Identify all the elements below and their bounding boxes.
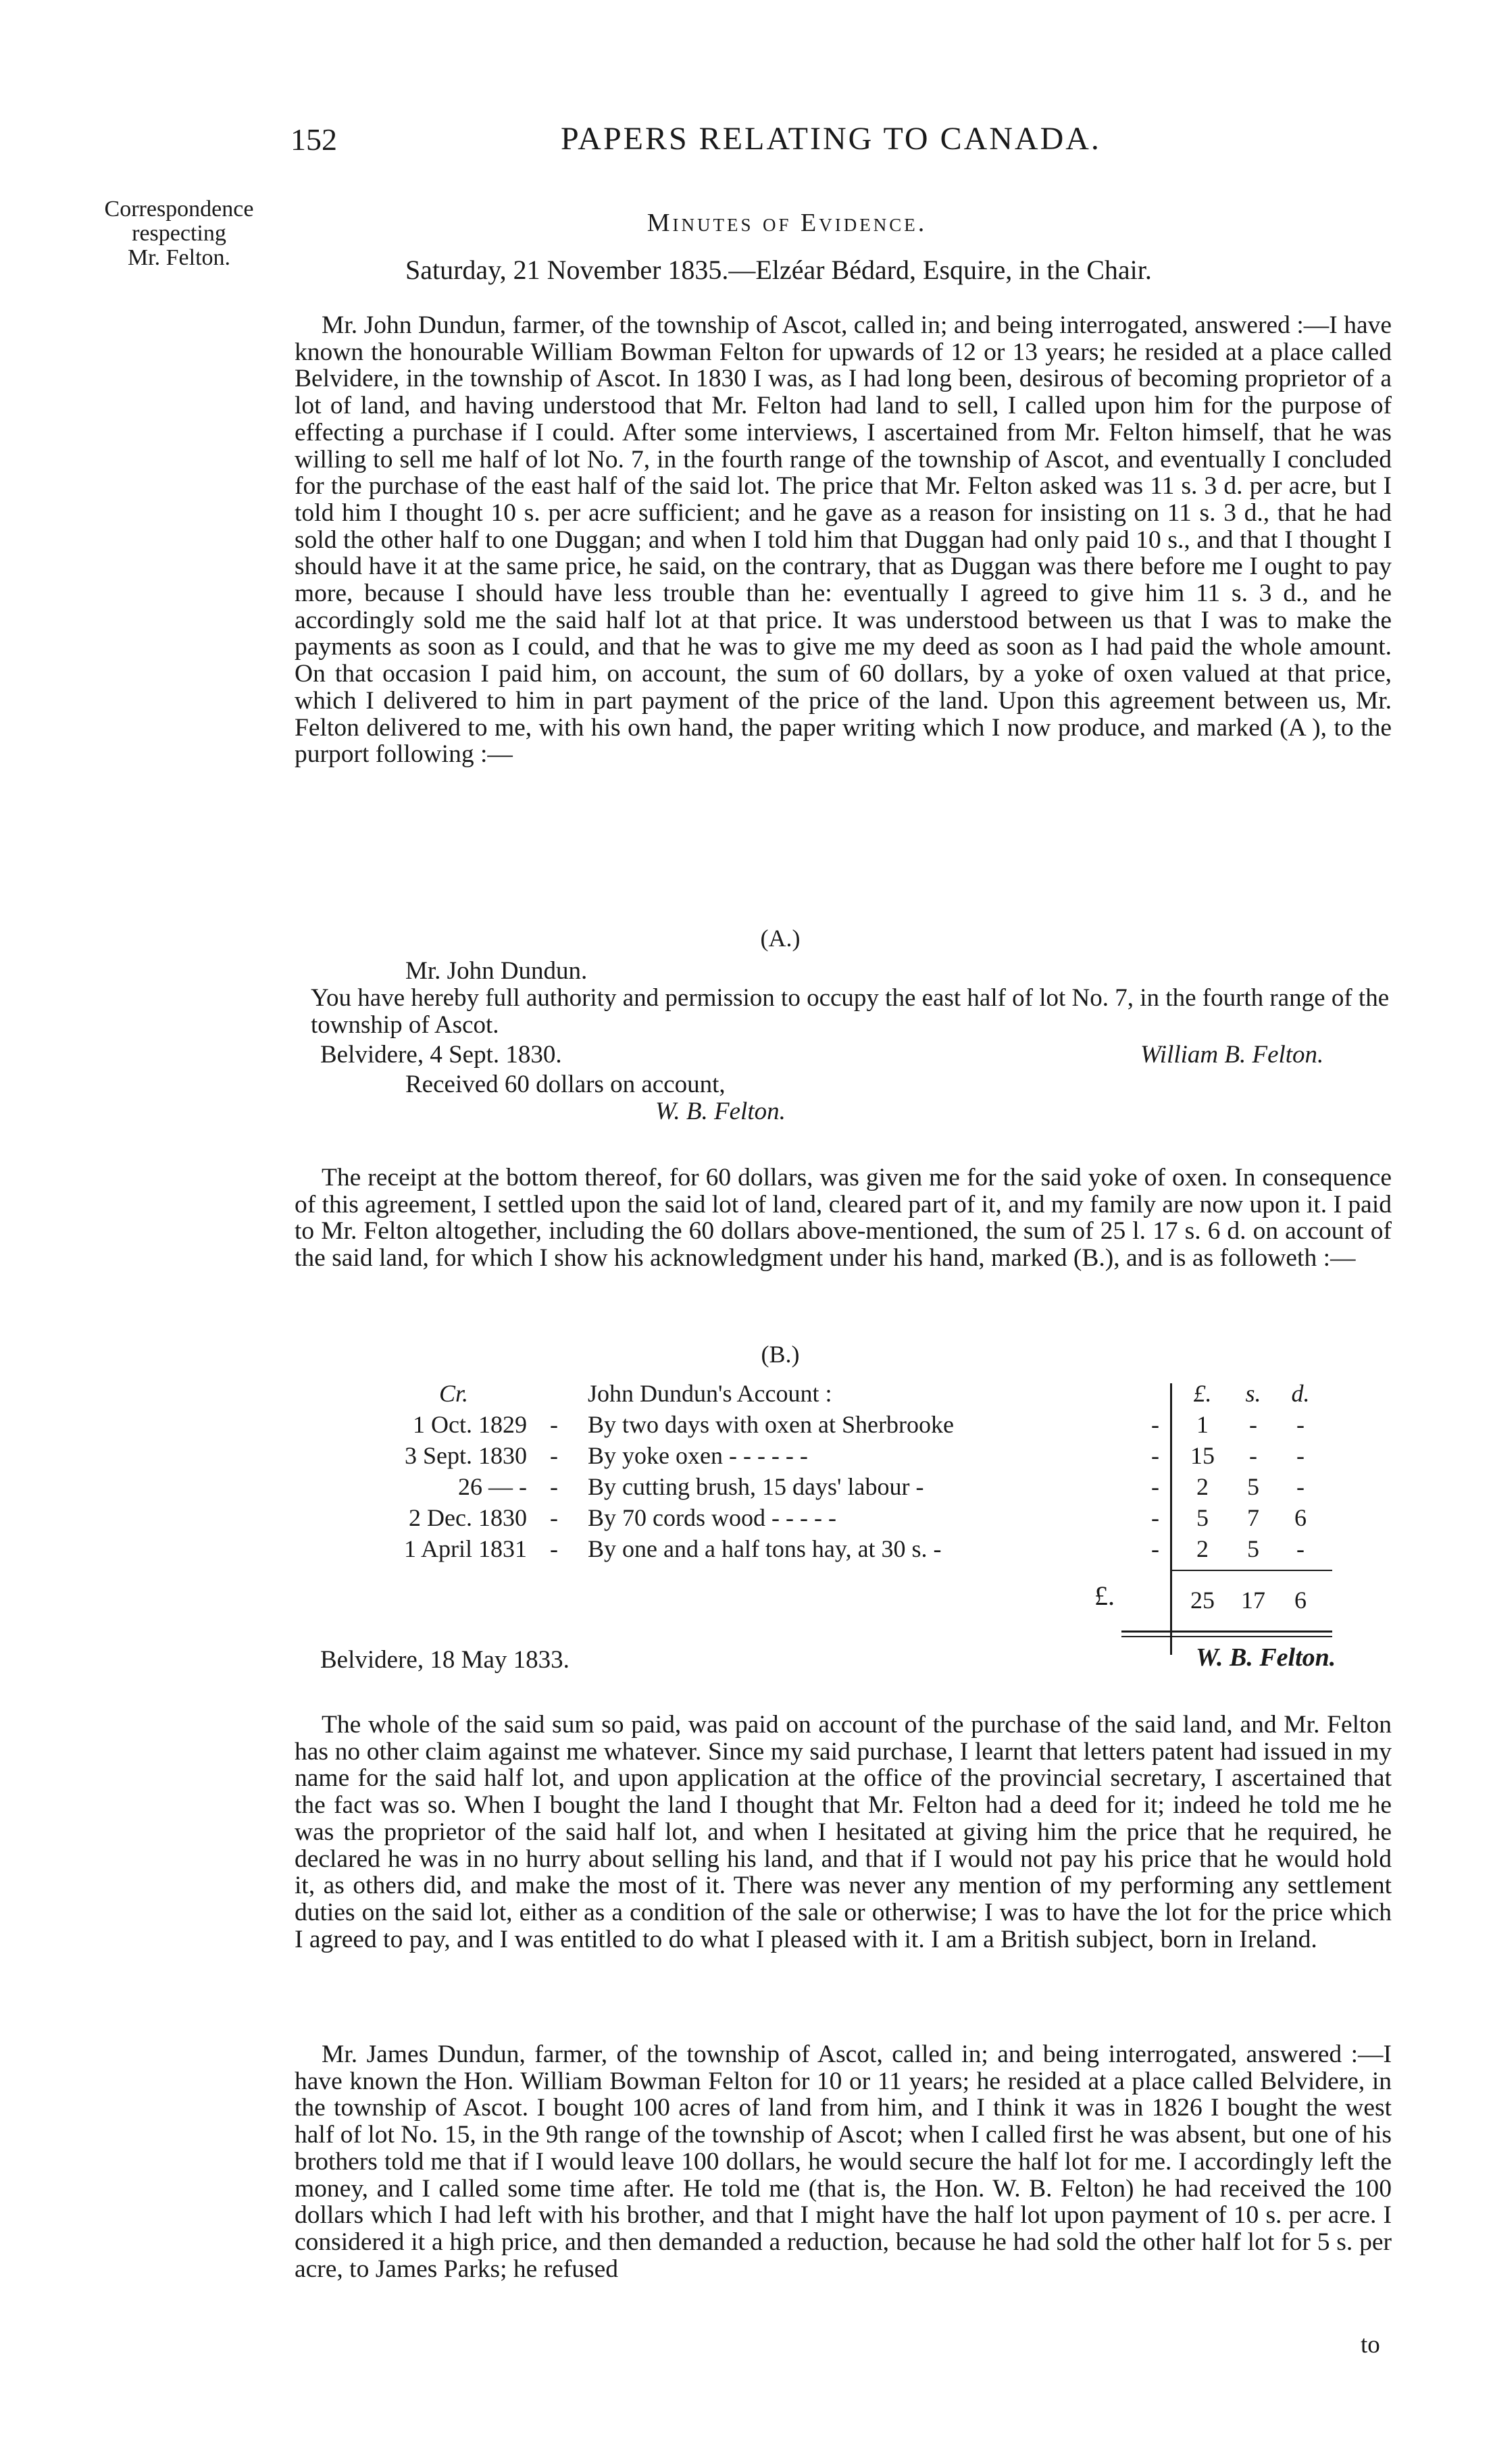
account-pence: - [1296,1411,1305,1438]
account-description: By one and a half tons hay, at 30 s. - [588,1535,942,1562]
total-rule [1121,1636,1332,1637]
account-date: 26 — - [458,1473,527,1500]
document-b-place-date: Belvidere, 18 May 1833. [320,1646,570,1674]
account-shillings: - [1249,1411,1257,1438]
side-note-line: Correspondence [104,197,254,222]
account-shillings: 5 [1247,1535,1259,1562]
account-shillings: 7 [1247,1504,1259,1531]
account-dash: - [550,1535,558,1562]
account-date: 2 Dec. 1830 [409,1504,527,1531]
account-description: By two days with oxen at Sherbrooke [588,1411,954,1438]
account-pounds: 5 [1196,1504,1209,1531]
paragraph [295,1164,1392,1272]
account-dash: - [1151,1411,1159,1438]
account-total-symbol: £. [1094,1581,1115,1611]
account-col-pence: d. [1291,1380,1310,1407]
paragraph-text: The receipt at the bottom thereof, for 60 dollars, was given me for the said yoke of oxen. In consequence of this agreement, I settled upon the said lot of land, cleared part of it, and my family are now upon it. I paid to Mr. Felton altogether, including the 60 dollars above-mentioned, the sum of 25 l. 17 s. 6 d. on account of the said land, for which I show his acknowledgment under his hand, marked (B.), and is as followeth :— [295,1164,1392,1273]
account-pounds: 2 [1196,1473,1209,1500]
account-pounds: 15 [1190,1442,1215,1469]
account-pence: - [1296,1473,1305,1500]
account-dash: - [1151,1504,1159,1531]
account-shillings: - [1249,1442,1257,1469]
account-date: 3 Sept. 1830 [404,1442,527,1469]
total-rule [1121,1631,1332,1633]
subtotal-rule [1170,1570,1332,1571]
document-a-body: You have hereby full authority and permission to occupy the east half of lot No. 7, in the fourth range of the township of Ascot. [311,984,1390,1039]
minutes-heading: Minutes of Evidence. [647,209,928,237]
account-description: By 70 cords wood - - - - - [588,1504,836,1531]
account-pence: - [1296,1535,1305,1562]
account-title: John Dundun's Account : [588,1380,832,1407]
document-a-label: (A.) [760,925,801,952]
document-a-addressee: Mr. John Dundun. [405,957,588,985]
account-dash: - [1151,1535,1159,1562]
column-rule [1170,1383,1172,1655]
account-dash: - [550,1473,558,1500]
document-a-receipt-signature: W. B. Felton. [655,1098,786,1125]
session-line: Saturday, 21 November 1835.—Elzéar Bédard, Esquire, in the Chair. [405,255,1152,285]
paragraph [295,2041,1392,2282]
paragraph-text: The whole of the said sum so paid, was paid on account of the purchase of the said land, and Mr. Felton has no other claim against me whatever. Since my said purchase, I learnt that letters patent had issued in my name for the said half lot, and upon application at the office of the provincial secretary, I ascertained that the fact was so. When I bought the land I thought that Mr. Felton had a deed for it; indeed he told me he was the proprietor of the said half lot, and when I hesitated at giving him the price that he required, he declared he was in no hurry about selling his land, and that if I would not pay his price that he would hold it, as others did, and make the most of it. There was never any mention of my performing any settlement duties on the said lot, either as a condition of the sale or otherwise; I was to have the lot for the price which I agreed to pay, and I was entitled to do what I pleased with it. I am a British subject, born in Ireland. [295,1711,1392,1953]
document-b-signature: W. B. Felton. [1196,1643,1336,1672]
document-a-receipt: Received 60 dollars on account, [405,1071,726,1098]
account-dash: - [1151,1442,1159,1469]
account-description: By cutting brush, 15 days' labour - [588,1473,924,1500]
side-note-line: respecting [132,221,226,246]
running-title: PAPERS RELATING TO CANADA. [561,121,1101,157]
account-description: By yoke oxen - - - - - - [588,1442,808,1469]
paragraph [295,1712,1392,1953]
account-total-shillings: 17 [1241,1587,1265,1614]
account-col-shillings: s. [1245,1380,1261,1407]
account-pence: 6 [1294,1504,1307,1531]
paragraph-text: Mr. John Dundun, farmer, of the township of Ascot, called in; and being interrogated, answered :—I have known the honourable William Bowman Felton for upwards of 12 or 13 years; he resided at a place called Belvidere, in the township of Ascot. In 1830 I was, as I had long been, desirous of becoming proprietor of a lot of land, and having understood that Mr. Felton had land to sell, I called upon him for the purpose of effecting a purchase if I could. After some interviews, I ascertained from Mr. Felton himself, that he was willing to sell me half of lot No. 7, in the fourth range of the township of Ascot, and eventually I concluded for the purchase of the east half of the said lot. The price that Mr. Felton asked was 11 s. 3 d. per acre, but I told him I thought 10 s. per acre sufficient; and he gave as a reason for insisting on 11 s. 3 d., that he had sold the other half to one Duggan; and when I told him that Duggan had only paid 10 s., and that I thought I should have it at the same price, he said, on the contrary, that as Duggan was there before me I ought to pay more, because I should have less trouble than he: eventually I agreed to give him 11 s. 3 d., and he accordingly sold me the said half lot at that price. It was understood between us that I was to make the payments as soon as I could, and that he was to give me my deed as soon as I had paid the whole amount. On that occasion I paid him, on account, the sum of 60 dollars, by a yoke of oxen valued at that price, which I delivered to him in part payment of the price of the land. Upon this agreement between us, Mr. Felton delivered to me, with his own hand, the paper writing which I now produce, and marked (A ), to the purport following :— [295,311,1392,769]
document-a-signature: William B. Felton. [1140,1041,1324,1069]
account-shillings: 5 [1247,1473,1259,1500]
account-col-pounds: £. [1193,1380,1212,1407]
account-date: 1 April 1831 [403,1535,527,1562]
account-table [338,1378,1351,1614]
page-number: 152 [290,122,337,157]
account-date: 1 Oct. 1829 [413,1411,527,1438]
account-total-pounds: 25 [1190,1587,1215,1614]
account-pounds: 2 [1196,1535,1209,1562]
account-dash: - [550,1504,558,1531]
catchword: to [1361,2331,1380,2359]
document-b-label: (B.) [761,1341,800,1368]
side-note-line: Mr. Felton. [127,245,231,270]
document-a-place-date: Belvidere, 4 Sept. 1830. [320,1041,562,1069]
account-cr-label: Cr. [439,1380,469,1407]
account-pounds: 1 [1196,1411,1209,1438]
account-dash: - [550,1411,558,1438]
account-dash: - [550,1442,558,1469]
paragraph-text: Mr. James Dundun, farmer, of the township of Ascot, called in; and being interrogated, answered :—I have known the Hon. William Bowman Felton for 10 or 11 years; he resided at a place called Belvidere, in the township of Ascot. I bought 100 acres of land from him, and I think it was in 1826 I bought the west half of lot No. 15, in the 9th range of the township of Ascot; when I called first he was absent, but one of his brothers told me that if I would leave 100 dollars, he would secure the half lot for me. I accordingly left the money, and I called some time after. He told me (that is, the Hon. W. B. Felton) he had received the 100 dollars which I had left with his brother, and that I might have the half lot upon payment of 10 s. per acre. I considered it a high price, and then demanded a reduction, because he had sold the other half lot for 5 s. per acre, to James Parks; he refused [295,2040,1392,2283]
account-total-pence: 6 [1294,1587,1307,1614]
account-dash: - [1151,1473,1159,1500]
document-a [311,958,1392,1125]
paragraph [295,312,1392,768]
account-pence: - [1296,1442,1305,1469]
